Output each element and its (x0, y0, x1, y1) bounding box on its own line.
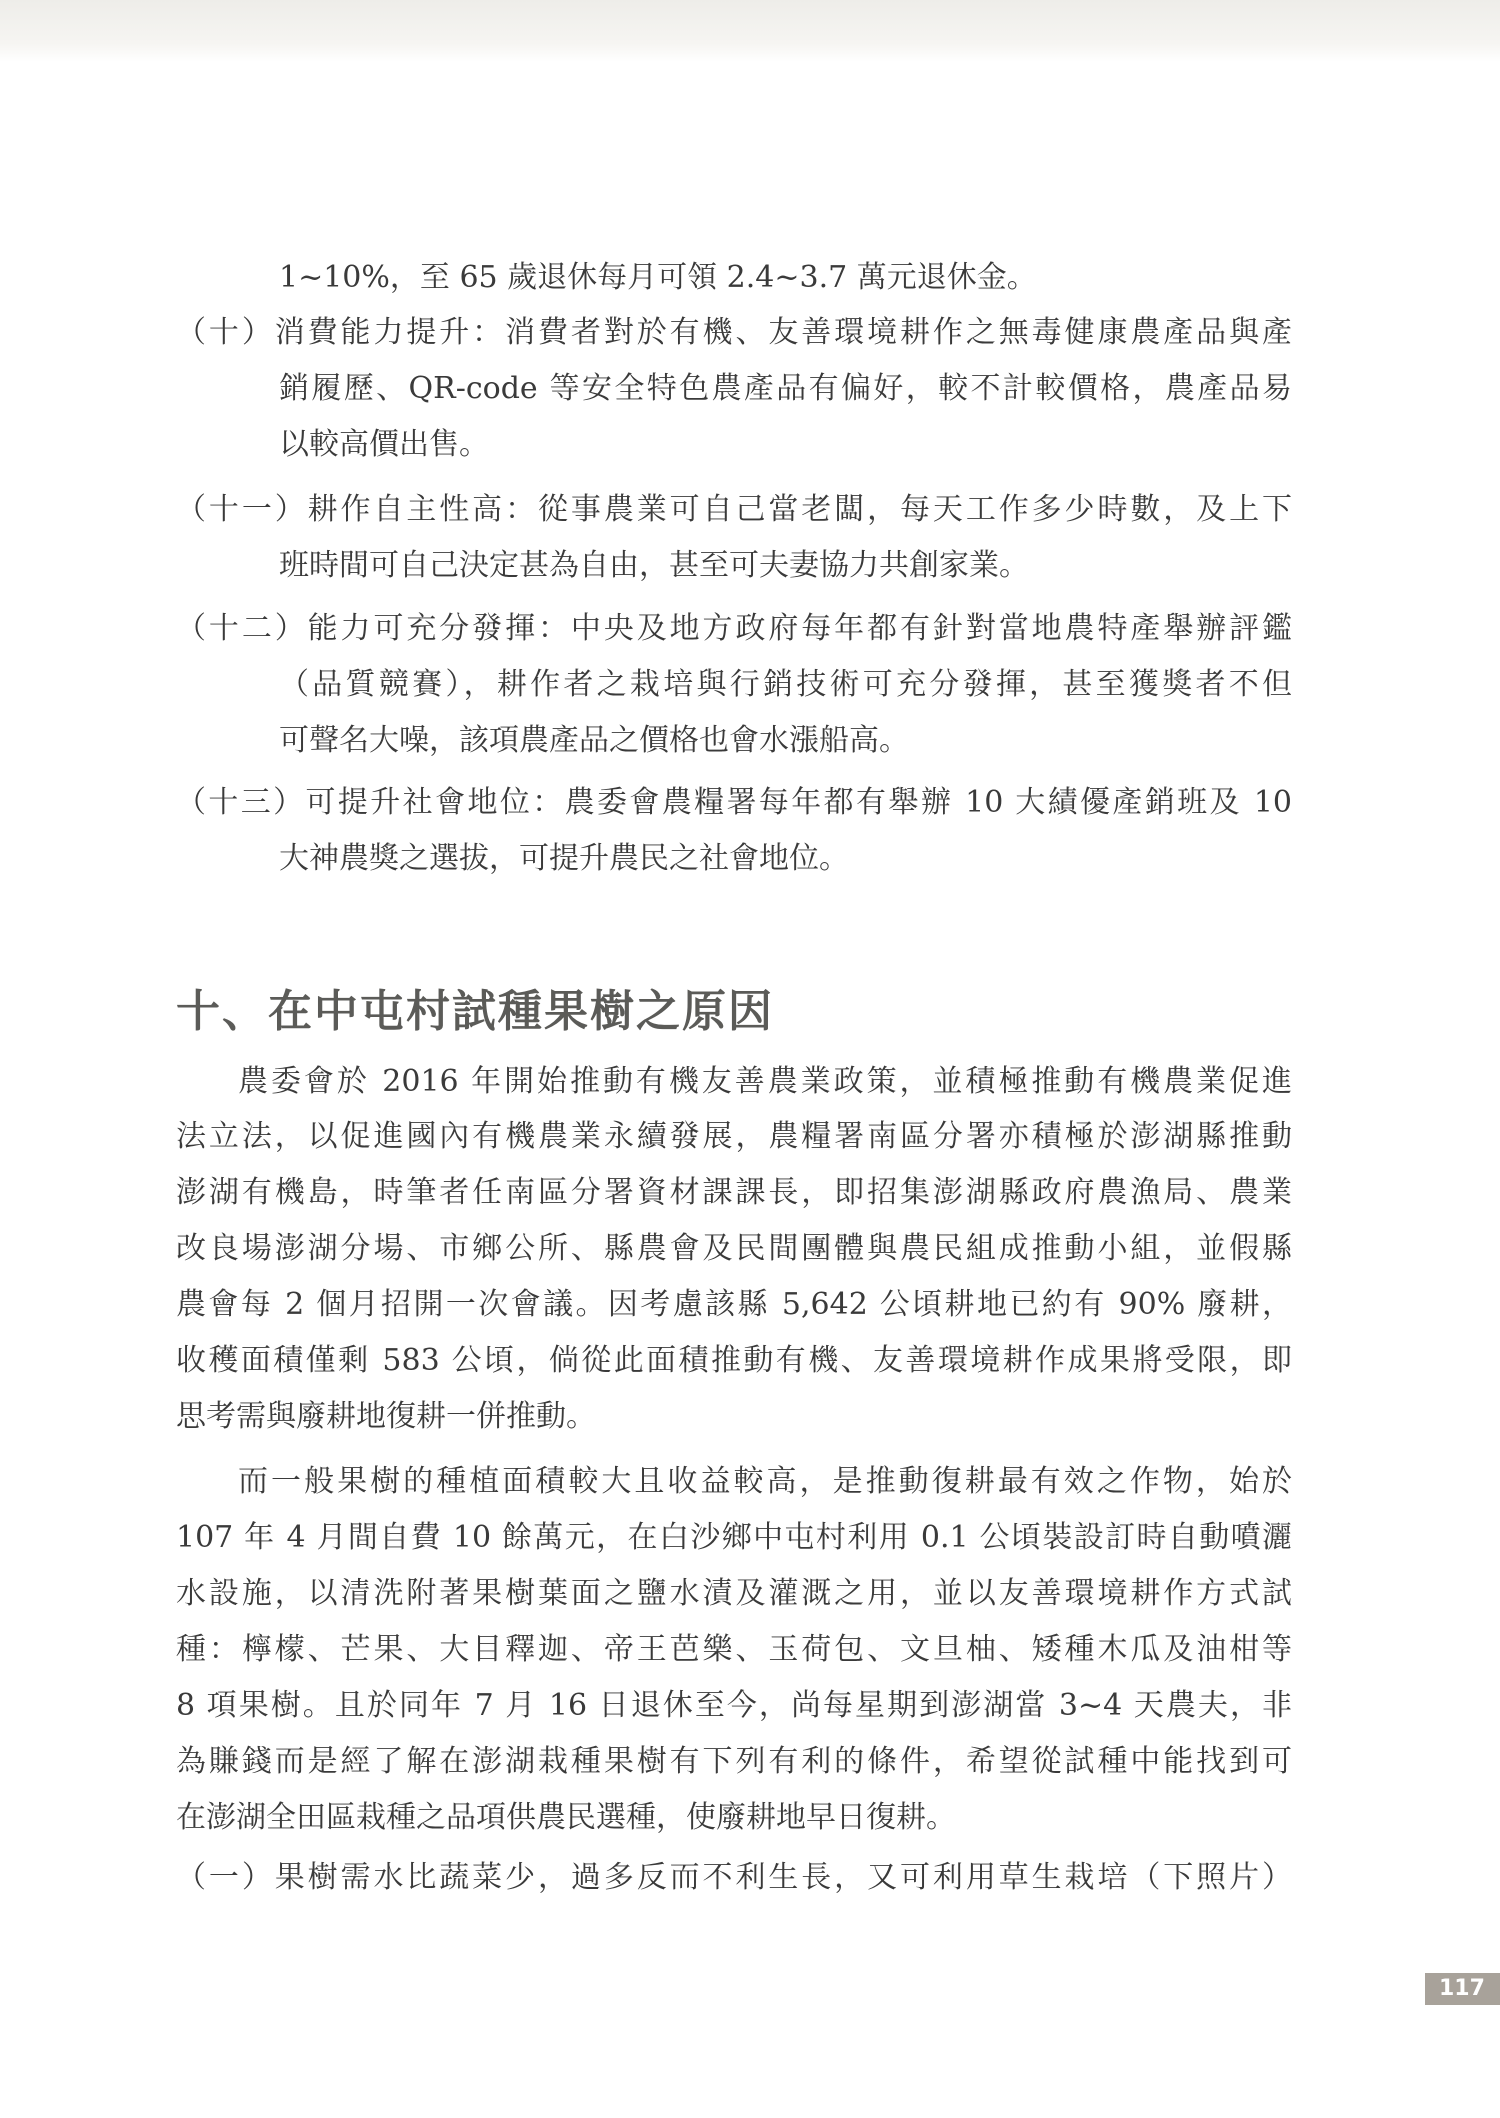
list-item-10-line-2: 銷履歷、QR-code 等安全特色農產品有偏好，較不計較價格，農產品易 (279, 371, 1292, 406)
list-item-10-line-3: 以較高價出售。 (279, 427, 489, 462)
paragraph-2-line-1: 而一般果樹的種植面積較大且收益較高，是推動復耕最有效之作物，始於 (238, 1464, 1292, 1499)
list-item-11-line-1: （十一）耕作自主性高：從事農業可自己當老闆，每天工作多少時數，及上下 (176, 492, 1292, 527)
list-item-12-line-1: （十二）能力可充分發揮：中央及地方政府每年都有針對當地農特產舉辦評鑑 (176, 611, 1292, 646)
paragraph-1-line-2: 法立法，以促進國內有機農業永續發展，農糧署南區分署亦積極於澎湖縣推動 (176, 1119, 1292, 1154)
paragraph-1-line-5: 農會每 2 個月招開一次會議。因考慮該縣 5,642 公頃耕地已約有 90% 廢耕， (176, 1287, 1292, 1322)
paragraph-2-line-2: 107 年 4 月間自費 10 餘萬元，在白沙鄉中屯村利用 0.1 公頃裝設訂時自動噴灑 (176, 1520, 1292, 1555)
list-item-11-line-2: 班時間可自己決定甚為自由，甚至可夫妻協力共創家業。 (279, 548, 1029, 583)
paragraph-1-line-4: 改良場澎湖分場、市鄉公所、縣農會及民間團體與農民組成推動小組，並假縣 (176, 1231, 1292, 1266)
paragraph-1-line-1: 農委會於 2016 年開始推動有機友善農業政策，並積極推動有機農業促進 (238, 1064, 1292, 1099)
list-item-13-line-1: （十三）可提升社會地位：農委會農糧署每年都有舉辦 10 大績優產銷班及 10 (176, 785, 1292, 820)
list-item-13-line-2: 大神農獎之選拔，可提升農民之社會地位。 (279, 841, 849, 876)
list-item-12-line-2: （品質競賽），耕作者之栽培與行銷技術可充分發揮，甚至獲獎者不但 (279, 667, 1292, 702)
paragraph-2-line-4: 種：檸檬、芒果、大目釋迦、帝王芭樂、玉荷包、文旦柚、矮種木瓜及油柑等 (176, 1632, 1292, 1667)
paragraph-1-line-3: 澎湖有機島，時筆者任南區分署資材課課長，即招集澎湖縣政府農漁局、農業 (176, 1175, 1292, 1210)
list-item-10-line-1: （十）消費能力提升：消費者對於有機、友善環境耕作之無毒健康農產品與產 (176, 315, 1292, 350)
paragraph-2-line-7: 在澎湖全田區栽種之品項供農民選種，使廢耕地早日復耕。 (176, 1800, 956, 1835)
section-list-item-1: （一）果樹需水比蔬菜少，過多反而不利生長，又可利用草生栽培（下照片） (176, 1860, 1292, 1895)
paragraph-2-line-3: 水設施，以清洗附著果樹葉面之鹽水漬及灌溉之用，並以友善環境耕作方式試 (176, 1576, 1292, 1611)
paragraph-2-line-6: 為賺錢而是經了解在澎湖栽種果樹有下列有利的條件，希望從試種中能找到可 (176, 1744, 1292, 1779)
page-number: 117 (1425, 1973, 1500, 2005)
paragraph-2-line-5: 8 項果樹。且於同年 7 月 16 日退休至今，尚每星期到澎湖當 3~4 天農夫，非 (176, 1688, 1292, 1723)
paragraph-1-line-7: 思考需與廢耕地復耕一併推動。 (176, 1399, 596, 1434)
list-item-12-line-3: 可聲名大噪，該項農產品之價格也會水漲船高。 (279, 723, 909, 758)
paragraph-1-line-6: 收穫面積僅剩 583 公頃，倘從此面積推動有機、友善環境耕作成果將受限，即 (176, 1343, 1292, 1378)
section-heading: 十、在中屯村試種果樹之原因 (176, 986, 774, 1037)
list-continuation-line: 1~10%，至 65 歲退休每月可領 2.4~3.7 萬元退休金。 (279, 260, 1037, 295)
